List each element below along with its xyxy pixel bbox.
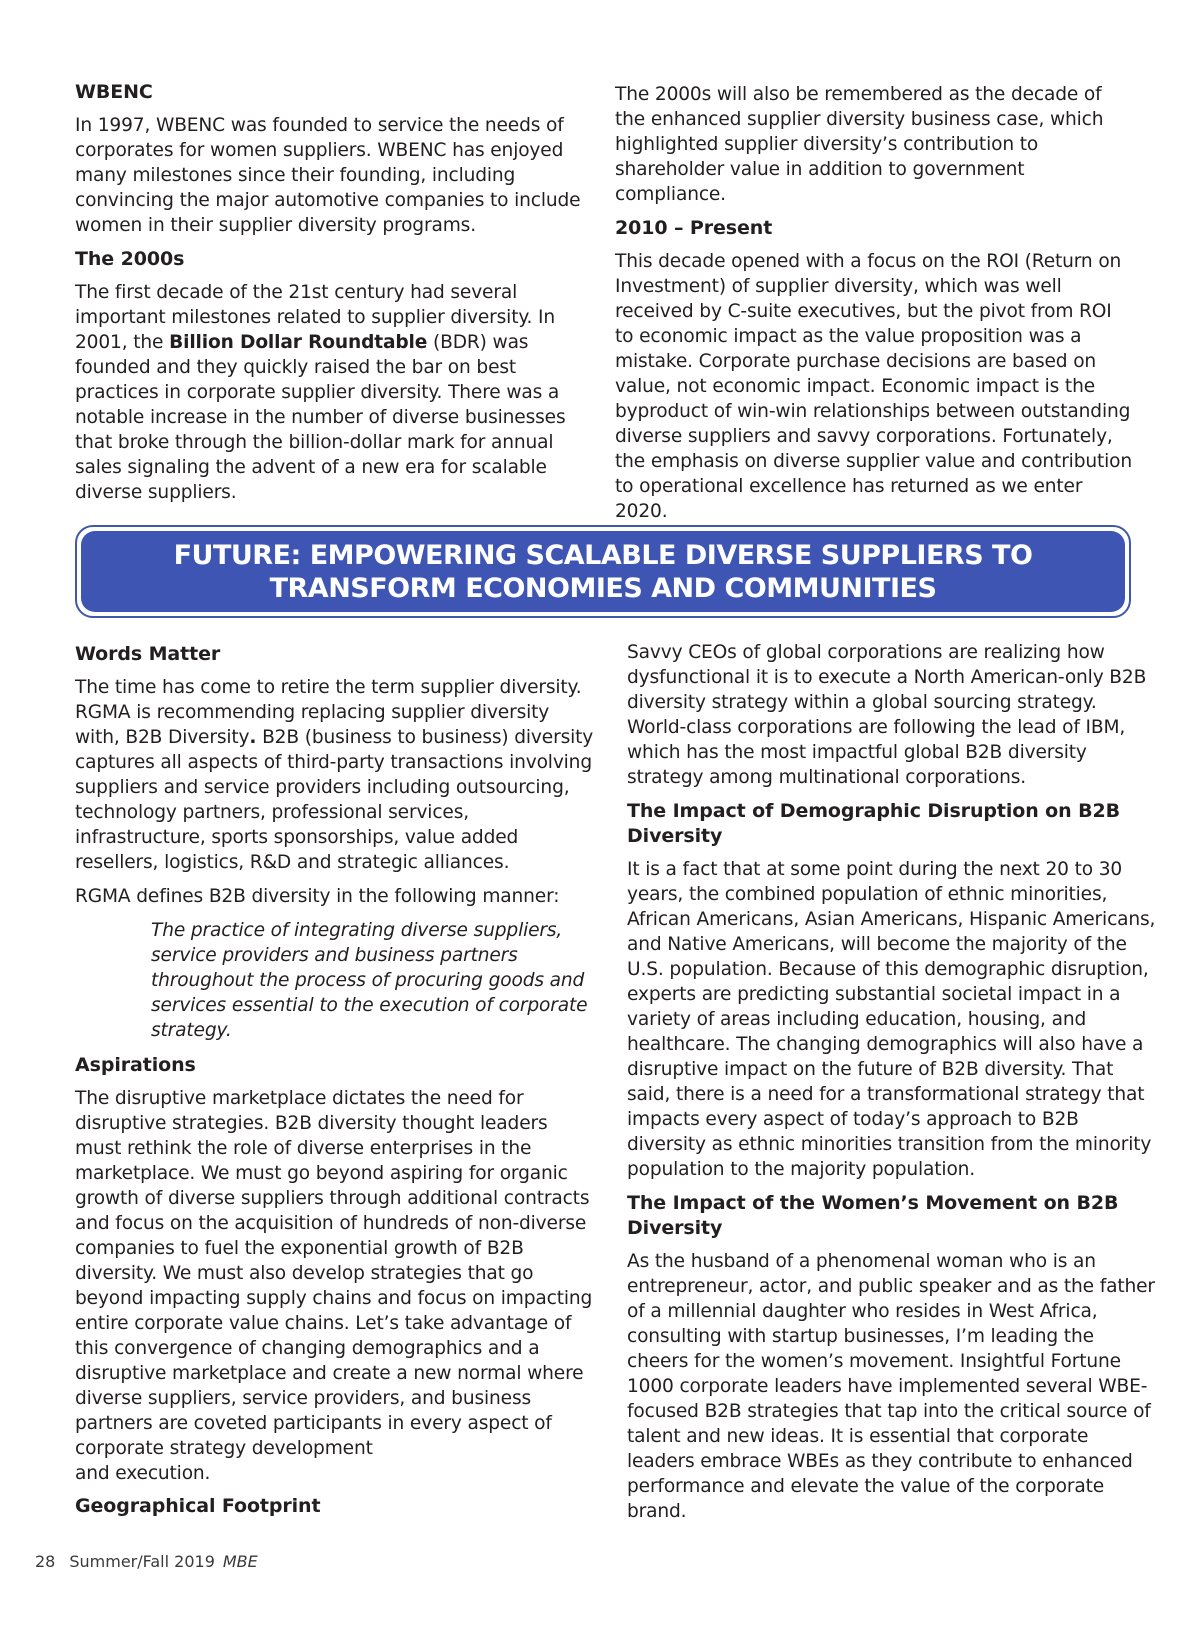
paragraph-aspirations-body: The disruptive marketplace dictates the need for disruptive strategies. B2B diversity thought leaders must rethink the role of diverse enterprises in the marketplace. We must go beyond aspiring for organic growth of diverse suppliers through additional contracts and focus on the acquisition of hundreds of non-diverse companies to fuel the exponential growth of B2B diversity. We must also develop strategies that go beyond impacting supply chains and focus on impacting entire corporate value chains. Let’s take advantage of this convergence of changing demographics and a disruptive marketplace and create a new normal where diverse suppliers, service providers, and business partners are coveted participants in every aspect of corporate strategy development — [75, 1088, 593, 1459]
heading-demographic-disruption: The Impact of Demographic Disruption on B2B Diversity — [627, 800, 1120, 847]
banner-fill — [81, 531, 1125, 612]
paragraph-aspirations-end: and execution. — [75, 1463, 211, 1484]
top-left-column — [75, 80, 585, 514]
heading-words-matter: Words Matter — [75, 643, 221, 665]
paragraph-savvy-ceos: Savvy CEOs of global corporations are realizing how dysfunctional it is to execute a North American-only B2B diversity strategy within a global sourcing strategy. World-class corporations are following the lead of IBM, which has the most impactful global B2B diversity strategy among multinational corporations. — [627, 642, 1147, 788]
paragraph-2000s-start: The first decade of the 21st century had several important milestones related to supplier diversity. In 2001, the — [75, 282, 556, 353]
paragraph-2000s-end: (BDR) was founded and they quickly raised the bar on best practices in corporate supplier diversity. There was a notable increase in the number of diverse businesses that broke through the billion-dollar mark for annual sales signaling the advent of a new era for scalable diverse suppliers. — [75, 332, 566, 503]
heading-womens-movement: The Impact of the Women’s Movement on B2B Diversity — [627, 1192, 1119, 1239]
paragraph-business-case: The 2000s will also be remembered as the decade of the enhanced supplier diversity business case, which highlighted supplier diversity’s contribution to shareholder value in addition to government compliance. — [615, 84, 1104, 205]
paragraph-words-matter — [75, 675, 595, 875]
heading-2010-present: 2010 – Present — [615, 217, 773, 239]
definition-quote: The practice of integrating diverse suppliers, service providers and business partners throughout the process of procuring goods and services essential to the execution of corporate strategy. — [151, 920, 588, 1041]
magazine-name: MBE — [222, 1552, 258, 1571]
paragraph-words-matter-start: The time has come to retire the term supplier diversity. RGMA is recommending replacing supplier diversity with, B2B Diversity — [75, 677, 582, 748]
banner-title-line-1: FUTURE: EMPOWERING SCALABLE DIVERSE SUPPLIERS TO — [173, 539, 1033, 571]
paragraph-2000s — [75, 280, 585, 505]
page-number: 28 — [35, 1552, 56, 1571]
paragraph-roi: This decade opened with a focus on the ROI (Return on Investment) of supplier diversity, which was well received by C-suite executives, but the pivot from ROI to economic impact as the value proposition was a mistake. Corporate purchase decisions are based on value, not economic impact. Economic impact is the byproduct of win-win relationships between outstanding diverse suppliers and savvy corporations. Fortunately, the emphasis on diverse supplier value and contribution to operational excellence has returned as we enter 2020. — [615, 251, 1133, 522]
section-banner — [75, 525, 1131, 618]
top-right-column — [615, 82, 1135, 533]
paragraph-wbenc: In 1997, WBENC was founded to service the needs of corporates for women suppliers. WBENC has enjoyed many milestones since their founding, including convincing the major automotive companies to include women in their supplier diversity programs. — [75, 115, 581, 236]
bottom-left-column — [75, 642, 595, 1527]
bdr-bold: Billion Dollar Roundtable — [169, 332, 428, 353]
bold-period: . — [249, 727, 257, 748]
heading-geographical-footprint: Geographical Footprint — [75, 1495, 321, 1517]
paragraph-womens-movement: As the husband of a phenomenal woman who is an entrepreneur, actor, and public speaker and as the father of a millennial daughter who resides in West Africa, consulting with startup businesses, I’m leading the cheers for the women’s movement. Insightful Fortune 1000 corporate leaders have implemented several WBE-focused B2B strategies that tap into the critical source of talent and new ideas. It is essential that corporate leaders embrace WBEs as they contribute to enhanced performance and elevate the value of the corporate brand. — [627, 1251, 1155, 1522]
paragraph-words-matter-end: B2B (business to business) diversity captures all aspects of third-party transactions involving suppliers and service providers including outsourcing, technology partners, professional services, infrastructure, sports sponsorships, value added resellers, logistics, R&D and strategic alliances. — [75, 727, 594, 873]
bottom-right-column — [627, 640, 1157, 1533]
heading-aspirations: Aspirations — [75, 1054, 196, 1076]
paragraph-rgma-defines: RGMA defines B2B diversity in the following manner: — [75, 886, 560, 907]
paragraph-demographic-disruption: It is a fact that at some point during the next 20 to 30 years, the combined population of ethnic minorities, African Americans, Asian Americans, Hispanic Americans, and Native Americans, will become the majority of the U.S. population. Because of this demographic disruption, experts are predicting substantial societal impact in a variety of areas including education, housing, and healthcare. The changing demographics will also have a disruptive impact on the future of B2B diversity. That said, there is a need for a transformational strategy that impacts every aspect of today’s approach to B2B diversity as ethnic minorities transition from the minority population to the majority population. — [627, 859, 1156, 1180]
issue-season: Summer/Fall 2019 — [69, 1552, 215, 1571]
banner-title-line-2: TRANSFORM ECONOMIES AND COMMUNITIES — [269, 572, 937, 604]
paragraph-aspirations — [75, 1086, 595, 1486]
page-footer — [35, 1552, 258, 1571]
heading-wbenc: WBENC — [75, 81, 153, 103]
heading-2000s: The 2000s — [75, 248, 185, 270]
